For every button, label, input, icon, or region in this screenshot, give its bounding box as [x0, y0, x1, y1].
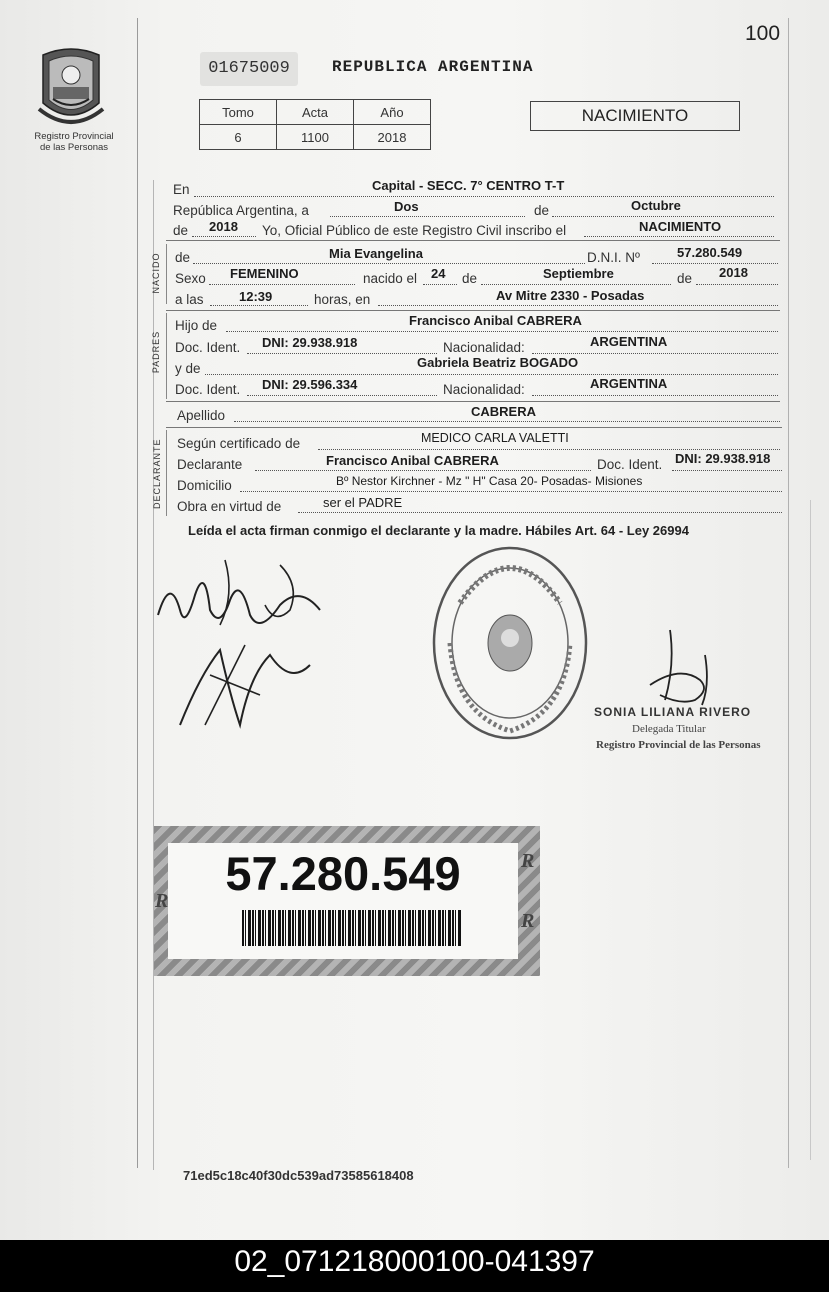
- anio-header: Año: [354, 100, 431, 125]
- certificate-value: MEDICO CARLA VALETTI: [421, 431, 569, 445]
- doc-label: Doc. Ident.: [175, 382, 241, 397]
- father-name-value: Francisco Anibal CABRERA: [409, 313, 582, 328]
- doc-label: Doc. Ident.: [597, 457, 663, 472]
- sexo-label: Sexo: [175, 271, 206, 286]
- de-label: de: [173, 223, 189, 238]
- document-hash: 71ed5c18c40f30dc539ad73585618408: [183, 1168, 414, 1183]
- section-divider: [166, 240, 780, 241]
- section-divider: [166, 310, 780, 311]
- domicilio-label: Domicilio: [177, 478, 232, 493]
- dotted-line: [247, 353, 437, 354]
- dotted-line: [298, 512, 782, 513]
- declarant-name-value: Francisco Anibal CABRERA: [326, 453, 499, 468]
- day-value: Dos: [394, 199, 419, 214]
- dotted-line: [552, 216, 774, 217]
- acta-value: 1100: [277, 125, 354, 150]
- declarant-doc-value: DNI: 29.938.918: [675, 451, 771, 466]
- registry-header-row: [200, 100, 431, 125]
- official-name: SONIA LILIANA RIVERO: [594, 705, 752, 719]
- dotted-line: [247, 395, 437, 396]
- anio-value: 2018: [354, 125, 431, 150]
- closing-statement: Leída el acta firman conmigo el declarante y la madre. Hábiles Art. 64 - Ley 26994: [188, 523, 689, 538]
- misiones-emblem-icon: [35, 45, 107, 130]
- dotted-line: [194, 196, 774, 197]
- y-de-label: y de: [175, 361, 201, 376]
- dotted-line: [481, 284, 671, 285]
- mother-doc-value: DNI: 29.596.334: [262, 377, 358, 392]
- dotted-line: [240, 491, 782, 492]
- mother-name-value: Gabriela Beatriz BOGADO: [417, 355, 579, 370]
- republica-label: República Argentina, a: [173, 203, 309, 218]
- declarante-side-label: DECLARANTE: [152, 438, 162, 509]
- page-number: 100: [745, 22, 781, 45]
- seal-letter: R: [155, 890, 169, 912]
- dotted-line: [696, 284, 778, 285]
- act-type-box: NACIMIENTO: [530, 101, 740, 131]
- hijo-label: Hijo de: [175, 318, 218, 333]
- dotted-line: [584, 236, 774, 237]
- de-label: de: [175, 250, 191, 265]
- obra-label: Obra en virtud de: [177, 499, 282, 514]
- section-bracket: [166, 430, 167, 516]
- inscribo-value: NACIMIENTO: [639, 219, 722, 234]
- dotted-line: [193, 263, 585, 264]
- father-nationality-value: ARGENTINA: [590, 334, 668, 349]
- tomo-value: 6: [200, 125, 277, 150]
- birth-day-value: 24: [431, 266, 446, 281]
- footer-id: 02_071218000100-041397: [0, 1240, 829, 1292]
- dotted-line: [209, 284, 355, 285]
- section-bracket: [166, 313, 167, 399]
- barcode-icon: [242, 910, 462, 946]
- signatures-icon: [150, 555, 330, 745]
- section-divider: [166, 427, 782, 428]
- dotted-line: [532, 395, 778, 396]
- place-value: Capital - SECC. 7° CENTRO T-T: [372, 178, 565, 193]
- registry-value-row: [200, 125, 431, 150]
- dotted-line: [652, 263, 778, 264]
- left-margin-line: [137, 18, 138, 1168]
- dotted-line: [532, 353, 778, 354]
- dotted-line: [234, 421, 780, 422]
- dotted-line: [210, 305, 308, 306]
- nacionalidad-label: Nacionalidad:: [443, 382, 525, 397]
- surname-value: CABRERA: [471, 404, 536, 419]
- child-name-value: Mia Evangelina: [329, 246, 423, 261]
- dotted-line: [205, 374, 778, 375]
- dotted-line: [330, 216, 525, 217]
- year-value: 2018: [209, 219, 238, 234]
- tomo-header: Tomo: [200, 100, 277, 125]
- apellido-label: Apellido: [177, 408, 226, 423]
- en-label: En: [173, 182, 190, 197]
- document-title: REPUBLICA ARGENTINA: [332, 58, 534, 76]
- a-las-label: a las: [175, 292, 204, 307]
- right-margin-line: [788, 18, 789, 1168]
- dotted-line: [378, 305, 778, 306]
- serial-number: 01675009: [200, 52, 298, 86]
- certificado-label: Según certificado de: [177, 436, 301, 451]
- child-dni-value: 57.280.549: [677, 245, 743, 260]
- nacionalidad-label: Nacionalidad:: [443, 340, 525, 355]
- section-bracket: [166, 244, 167, 304]
- doc-label: Doc. Ident.: [175, 340, 241, 355]
- birth-place-value: Av Mitre 2330 - Posadas: [496, 288, 645, 303]
- official-signature-icon: [640, 625, 720, 715]
- oficial-label: Yo, Oficial Público de este Registro Civil inscribo el: [262, 223, 567, 238]
- dotted-line: [226, 331, 778, 332]
- horas-label: horas, en: [314, 292, 371, 307]
- relation-value: ser el PADRE: [323, 495, 403, 510]
- de-label: de: [534, 203, 550, 218]
- seal-letter: R: [521, 910, 535, 932]
- de-label: de: [462, 271, 478, 286]
- official-stamp-icon: [430, 543, 590, 743]
- dotted-line: [192, 236, 256, 237]
- official-role: Delegada Titular: [632, 723, 706, 735]
- nacido-label: nacido el: [363, 271, 418, 286]
- birth-month-value: Septiembre: [543, 266, 614, 281]
- registry-table: [199, 99, 431, 150]
- dotted-line: [672, 470, 782, 471]
- seal-number: 57.280.549: [225, 847, 461, 900]
- padres-side-label: PADRES: [151, 330, 161, 374]
- dotted-line: [318, 449, 780, 450]
- father-doc-value: DNI: 29.938.918: [262, 335, 358, 350]
- acta-header: Acta: [277, 100, 354, 125]
- sex-value: FEMENINO: [230, 266, 299, 281]
- birth-year-value: 2018: [719, 265, 748, 280]
- section-divider: [166, 401, 780, 402]
- mother-nationality-value: ARGENTINA: [590, 376, 668, 391]
- address-value: Bº Nestor Kirchner - Mz " H" Casa 20- Posadas- Misiones: [336, 474, 643, 488]
- de-label: de: [677, 271, 693, 286]
- official-office: Registro Provincial de las Personas: [596, 739, 761, 751]
- dni-label: D.N.I. Nº: [587, 250, 640, 265]
- nacido-side-label: NACIDO: [151, 252, 161, 294]
- dotted-line: [255, 470, 591, 471]
- dotted-line: [423, 284, 457, 285]
- declarante-label: Declarante: [177, 457, 243, 472]
- month-value: Octubre: [631, 198, 681, 213]
- seal-letter: R: [521, 850, 535, 872]
- right-inner-line: [810, 500, 811, 1160]
- birth-time-value: 12:39: [239, 289, 273, 304]
- logo-caption: Registro Provincial de las Personas: [34, 131, 114, 153]
